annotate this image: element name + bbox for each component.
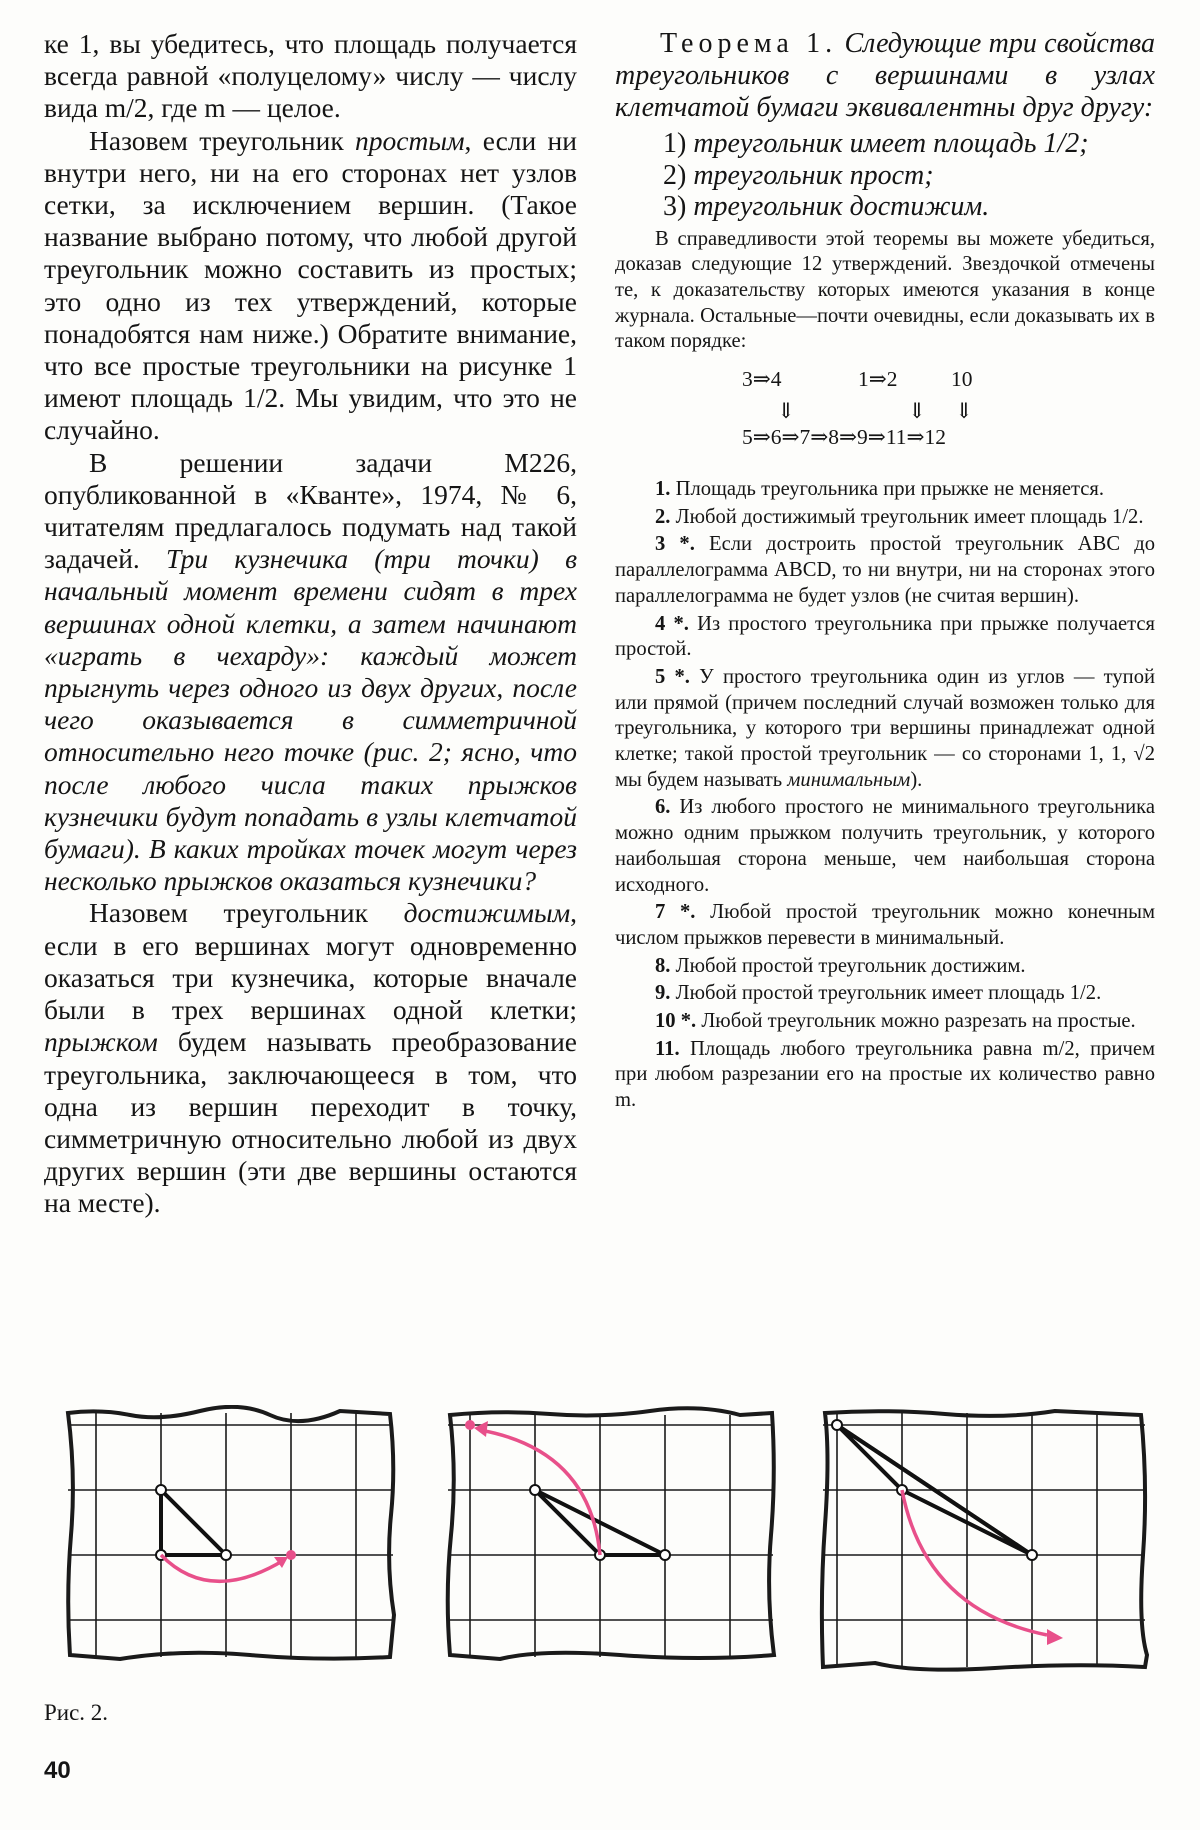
property-2: 2) треугольник прост; bbox=[663, 159, 934, 191]
left-column bbox=[44, 28, 577, 1220]
property-3: 3) треугольник достижим. bbox=[663, 191, 990, 222]
vertex bbox=[660, 1550, 670, 1560]
scheme-10: 10 bbox=[951, 367, 973, 392]
theorem-properties bbox=[615, 128, 1155, 223]
arrow-head bbox=[474, 1421, 488, 1437]
figure-caption: Рис. 2. bbox=[44, 1700, 109, 1725]
figure-2b bbox=[440, 1405, 785, 1665]
statement-6: 6. Из любого простого не минимального треугольника можно одним прыжком получить треугольник, у которого наибольшая сторона меньше, чем наибольшая сторона исходного. bbox=[615, 796, 1155, 896]
jump-target bbox=[465, 1420, 475, 1430]
statement-5: 5 *. У простого треугольника один из углов — тупой или прямой (причем последний случай возможен только для треугольника, у которого три вершины принадлежат одной клетке; такой простой треугольник — со сторонами 1, 1, √2 мы будем называть минимальным). bbox=[615, 665, 1156, 791]
vertex bbox=[1027, 1550, 1037, 1560]
implication-scheme bbox=[615, 363, 1155, 459]
grid-border bbox=[448, 1408, 774, 1659]
vertex bbox=[156, 1485, 166, 1495]
statement-9: 9. Любой простой треугольник имеет площадь 1/2. bbox=[655, 982, 1102, 1005]
statement-3: 3 *. Если достроить простой треугольник ABC до параллелограмма ABCD, то ни внутри, ни на сторонах этого параллелограмма не будет узлов (не считая вершин). bbox=[615, 533, 1156, 607]
scheme-arrow-down-3: ⇓ bbox=[955, 399, 974, 424]
arrow-head bbox=[1047, 1629, 1063, 1645]
paragraph-1: ке 1, вы убедитесь, что площадь получается всегда равной «полуцелому» числу — числу вида m/2, где m — целое. bbox=[44, 28, 577, 124]
vertex bbox=[530, 1485, 540, 1495]
paragraph-4: Назовем треугольник достижимым, если в его вершинах могут одновременно оказаться три кузнечика, которые вначале были в трех вершинах одной клетки; прыжком будем называть преобразование треугольника, заключающееся в том, что одна из вершин переходит в точку, симметричную относительно любой из двух других вершин (эти две вершины остаются на месте). bbox=[44, 897, 577, 1219]
statement-2: 2. Любой достижимый треугольник имеет площадь 1/2. bbox=[655, 505, 1144, 528]
property-1: 1) треугольник имеет площадь 1/2; bbox=[663, 128, 1089, 159]
jump-arrow bbox=[902, 1490, 1047, 1635]
scheme-1-2: 1⇒2 bbox=[858, 367, 898, 392]
jump-target bbox=[286, 1550, 296, 1560]
paragraph-3: В решении задачи М226, опубликованной в «Кванте», 1974, № 6, читателям предлагалось подумать над такой задачей. Три кузнечика (три точки) в начальный момент времени сидят в трех вершинах одной клетки, а затем начинают «играть в чехарду»: каждый может прыгнуть через одного из двух других, после чего оказывается в симметричной относительно него точке (рис. 2; ясно, что после любого числа таких прыжков кузнечики будут попадать в узлы клетчатой бумаги). В каких тройках точек могут через несколько прыжков оказаться кузнечики? bbox=[44, 446, 578, 897]
scheme-arrow-down-1: ⇓ bbox=[777, 399, 796, 424]
statements-list bbox=[615, 477, 1155, 1114]
figure-2a bbox=[60, 1405, 405, 1665]
scheme-chain: 5⇒6⇒7⇒8⇒9⇒11⇒12 bbox=[742, 425, 947, 450]
statement-4: 4 *. Из простого треугольника при прыжке получается простой. bbox=[615, 612, 1155, 661]
grid-lines bbox=[68, 1413, 393, 1657]
grid-lines bbox=[448, 1415, 773, 1657]
grid-lines bbox=[823, 1413, 1145, 1667]
paragraph-2: Назовем треугольник простым, если ни внутри него, ни на его сторонах нет узлов сетки, за исключением вершин. (Такое название выбрано потому, что любой другой треугольник можно составить из простых; это одно из тех утверждений, которые понадобятся нам ниже.) Обратите внимание, что все простые треугольники на рисунке 1 имеют площадь 1/2. Мы увидим, что это не случайно. bbox=[44, 124, 577, 446]
statement-1: 1. Площадь треугольника при прыжке не меняется. bbox=[655, 478, 1104, 501]
proof-intro: В справедливости этой теоремы вы можете убедиться, доказав следующие 12 утверждений. Звездочкой отмечены те, к доказательству которых имеются указания в конце журнала. Остальные—почти очевидны, если доказывать их в таком порядке: bbox=[615, 227, 1155, 353]
right-column bbox=[615, 28, 1155, 1116]
page-number: 40 bbox=[44, 1757, 71, 1784]
figure-2 bbox=[60, 1405, 1160, 1705]
scheme-3-4: 3⇒4 bbox=[742, 367, 782, 392]
figure-2c bbox=[815, 1405, 1160, 1680]
statement-10: 10 *. Любой треугольник можно разрезать на простые. bbox=[655, 1010, 1136, 1033]
vertex bbox=[832, 1420, 842, 1430]
grid-border bbox=[68, 1407, 394, 1659]
statement-11: 11. Площадь любого треугольника равна m/2, причем при любом разрезании его на простые их количество равно m. bbox=[615, 1037, 1155, 1112]
statement-7: 7 *. Любой простой треугольник можно конечным числом прыжков перевести в минимальный. bbox=[615, 901, 1155, 949]
statement-8: 8. Любой простой треугольник достижим. bbox=[655, 954, 1026, 977]
theorem-1: Теорема 1. Следующие три свойства треугольников с вершинами в узлах клетчатой бумаги эквивалентны друг другу: bbox=[615, 28, 1155, 123]
scheme-arrow-down-2: ⇓ bbox=[908, 399, 927, 424]
vertex bbox=[221, 1550, 231, 1560]
triangle bbox=[161, 1490, 226, 1555]
